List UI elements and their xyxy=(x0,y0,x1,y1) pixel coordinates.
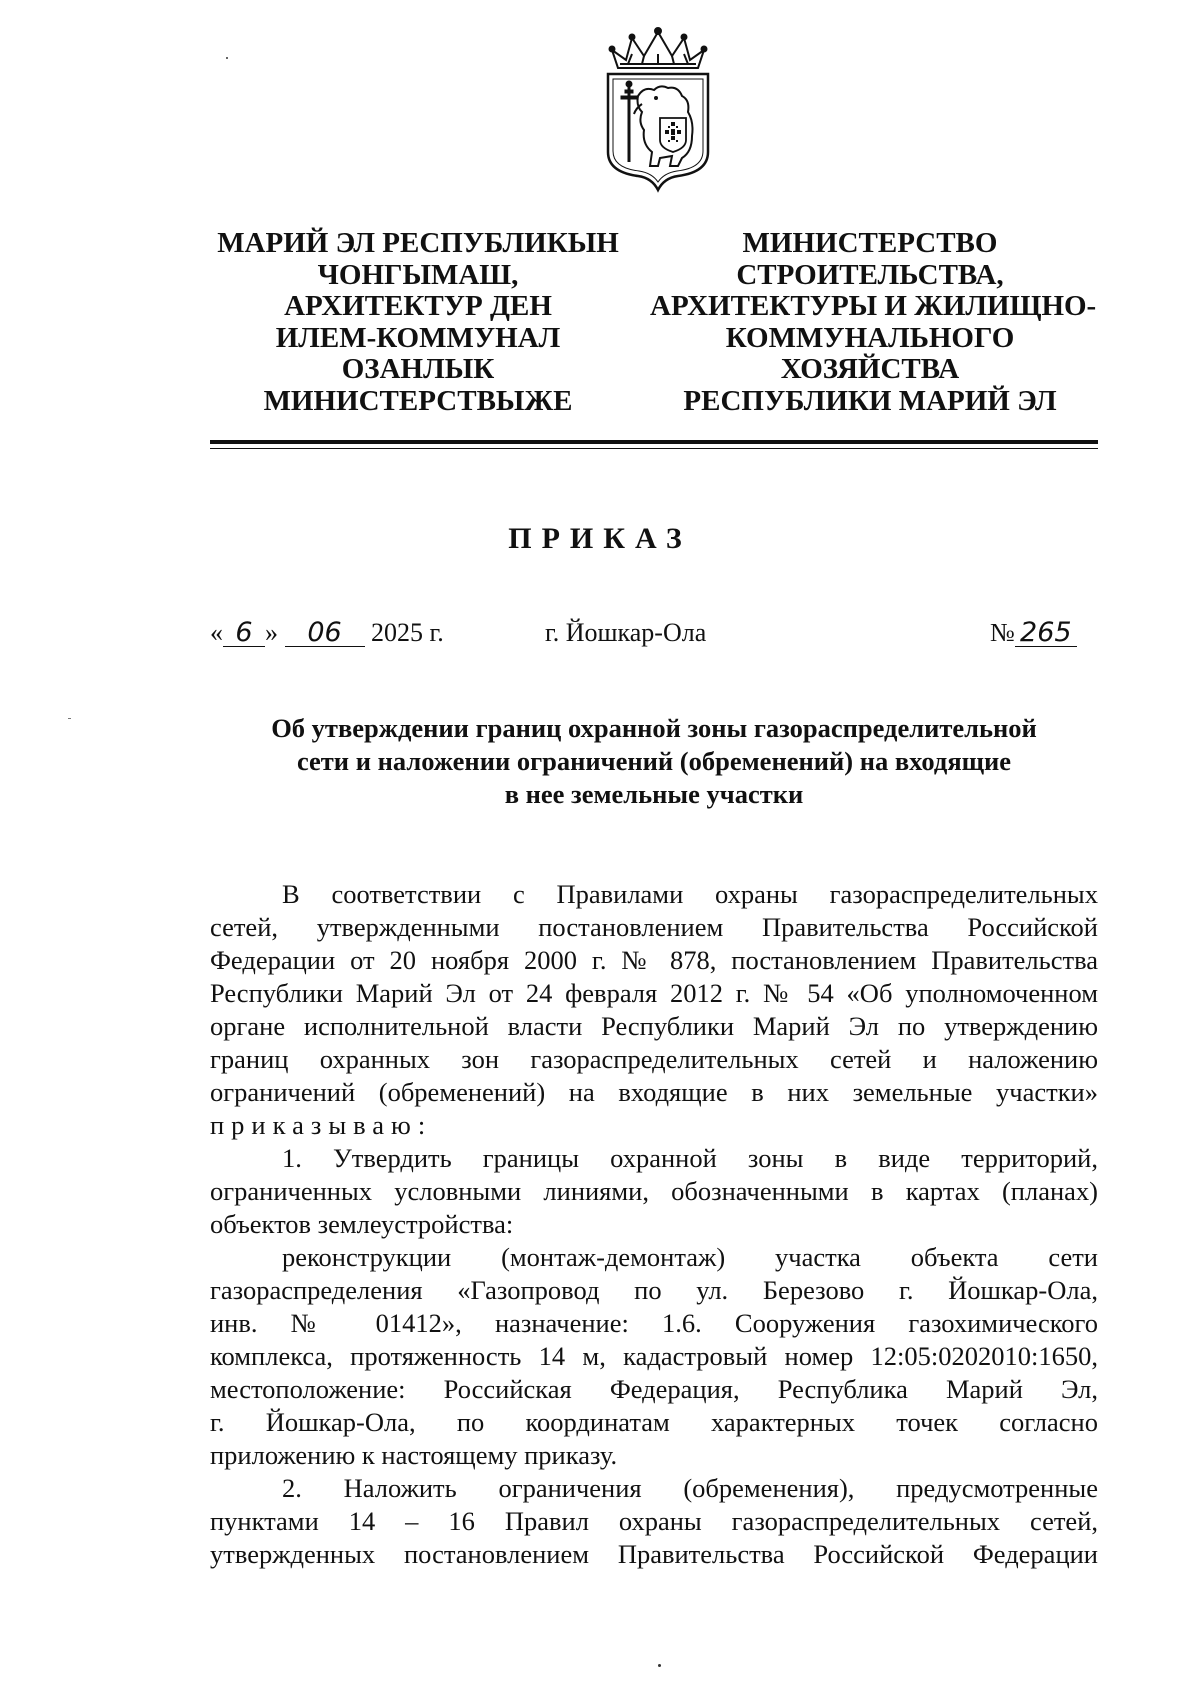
header-left-line: ЧОНГЫМАШ, xyxy=(317,258,519,291)
body-line: Федерации от 20 ноября 2000 г. № 878, постановлением Правительства xyxy=(210,945,1098,975)
header-left-line: МАРИЙ ЭЛ РЕСПУБЛИКЫН xyxy=(217,227,619,259)
header-left-line: ИЛЕМ-КОММУНАЛ xyxy=(275,321,561,354)
body-line: приложению к настоящему приказу. xyxy=(210,1440,618,1470)
scan-speck xyxy=(68,718,71,719)
header-left-line: МИНИСТЕРСТВЫЖЕ xyxy=(263,384,573,417)
header-divider-thick xyxy=(210,440,1098,444)
ministry-name-mari xyxy=(198,228,638,418)
body-line: объектов землеустройства: xyxy=(210,1209,514,1239)
order-day: 6 xyxy=(223,620,265,647)
body-line: сетей, утвержденными постановлением Правительства Российской xyxy=(210,912,1098,942)
quote-open: « xyxy=(210,618,223,647)
order-subject xyxy=(210,712,1098,811)
body-line: инв. № 01412», назначение: 1.6. Сооружения газохимического xyxy=(210,1308,1098,1338)
coat-of-arms-emblem xyxy=(598,26,718,194)
subject-line: в нее земельные участки xyxy=(504,779,804,809)
order-date xyxy=(210,618,444,648)
ministry-name-russian xyxy=(650,227,1097,418)
body-line: реконструкции (монтаж-демонтаж) участка объекта сети xyxy=(282,1242,1098,1272)
header-left-line: АРХИТЕКТУР ДЕН xyxy=(284,290,552,323)
header-right-line: КОММУНАЛЬНОГО xyxy=(725,321,1015,354)
body-line: газораспределения «Газопровод по ул. Березово г. Йошкар-Ола, xyxy=(210,1275,1098,1305)
header-right-line: РЕСПУБЛИКИ МАРИЙ ЭЛ xyxy=(683,384,1057,417)
body-line: комплекса, протяженность 14 м, кадастровый номер 12:05:0202010:1650, xyxy=(210,1341,1098,1371)
number-sign: № xyxy=(990,618,1015,647)
body-line: органе исполнительной власти Республики Марий Эл по утверждению xyxy=(210,1011,1098,1041)
header-right-line: СТРОИТЕЛЬСТВА, xyxy=(736,258,1004,291)
order-number-value: 265 xyxy=(1015,620,1077,647)
subject-line: сети и наложении ограничений (обременений) на входящие xyxy=(296,746,1012,776)
quote-close: » xyxy=(265,618,278,647)
body-line: 1. Утвердить границы охранной зоны в виде территорий, xyxy=(282,1143,1098,1173)
scan-speck xyxy=(226,57,228,59)
header-right-line: МИНИСТЕРСТВО xyxy=(742,227,998,259)
body-line: пунктами 14 – 16 Правил охраны газораспределительных сетей, xyxy=(210,1506,1098,1536)
subject-line: Об утверждении границ охранной зоны газораспределительной xyxy=(271,713,1037,743)
body-line: местоположение: Российская Федерация, Республика Марий Эл, xyxy=(210,1374,1098,1404)
order-year: 2025 г. xyxy=(371,618,444,647)
header-right-line: ХОЗЯЙСТВА xyxy=(780,353,960,386)
body-line: ограничений (обременений) на входящие в них земельные участки» xyxy=(210,1077,1098,1107)
body-line: В соответствии с Правилами охраны газораспределительных xyxy=(282,879,1098,909)
scan-speck xyxy=(658,1664,661,1667)
order-month: 06 xyxy=(285,620,365,647)
body-line: Республики Марий Эл от 24 февраля 2012 г. № 54 «Об уполномоченном xyxy=(210,978,1098,1008)
body-line: приказываю: xyxy=(210,1110,433,1140)
body-line: 2. Наложить ограничения (обременения), предусмотренные xyxy=(282,1473,1098,1503)
document-type-title: ПРИКАЗ xyxy=(508,522,692,555)
body-line: ограниченных условными линиями, обозначенными в картах (планах) xyxy=(210,1176,1098,1206)
body-line: утвержденных постановлением Правительства Российской Федерации xyxy=(210,1539,1098,1569)
order-body xyxy=(210,878,1098,1571)
order-number xyxy=(990,618,1077,648)
order-city: г. Йошкар-Ола xyxy=(545,618,707,647)
body-line: г. Йошкар-Ола, по координатам характерных точек согласно xyxy=(210,1407,1098,1437)
header-divider-thin xyxy=(210,448,1098,449)
header-left-line: ОЗАНЛЫК xyxy=(341,353,495,386)
header-right-line: АРХИТЕКТУРЫ И ЖИЛИЩНО- xyxy=(650,290,1097,323)
body-line: границ охранных зон газораспределительных сетей и наложению xyxy=(210,1044,1098,1074)
